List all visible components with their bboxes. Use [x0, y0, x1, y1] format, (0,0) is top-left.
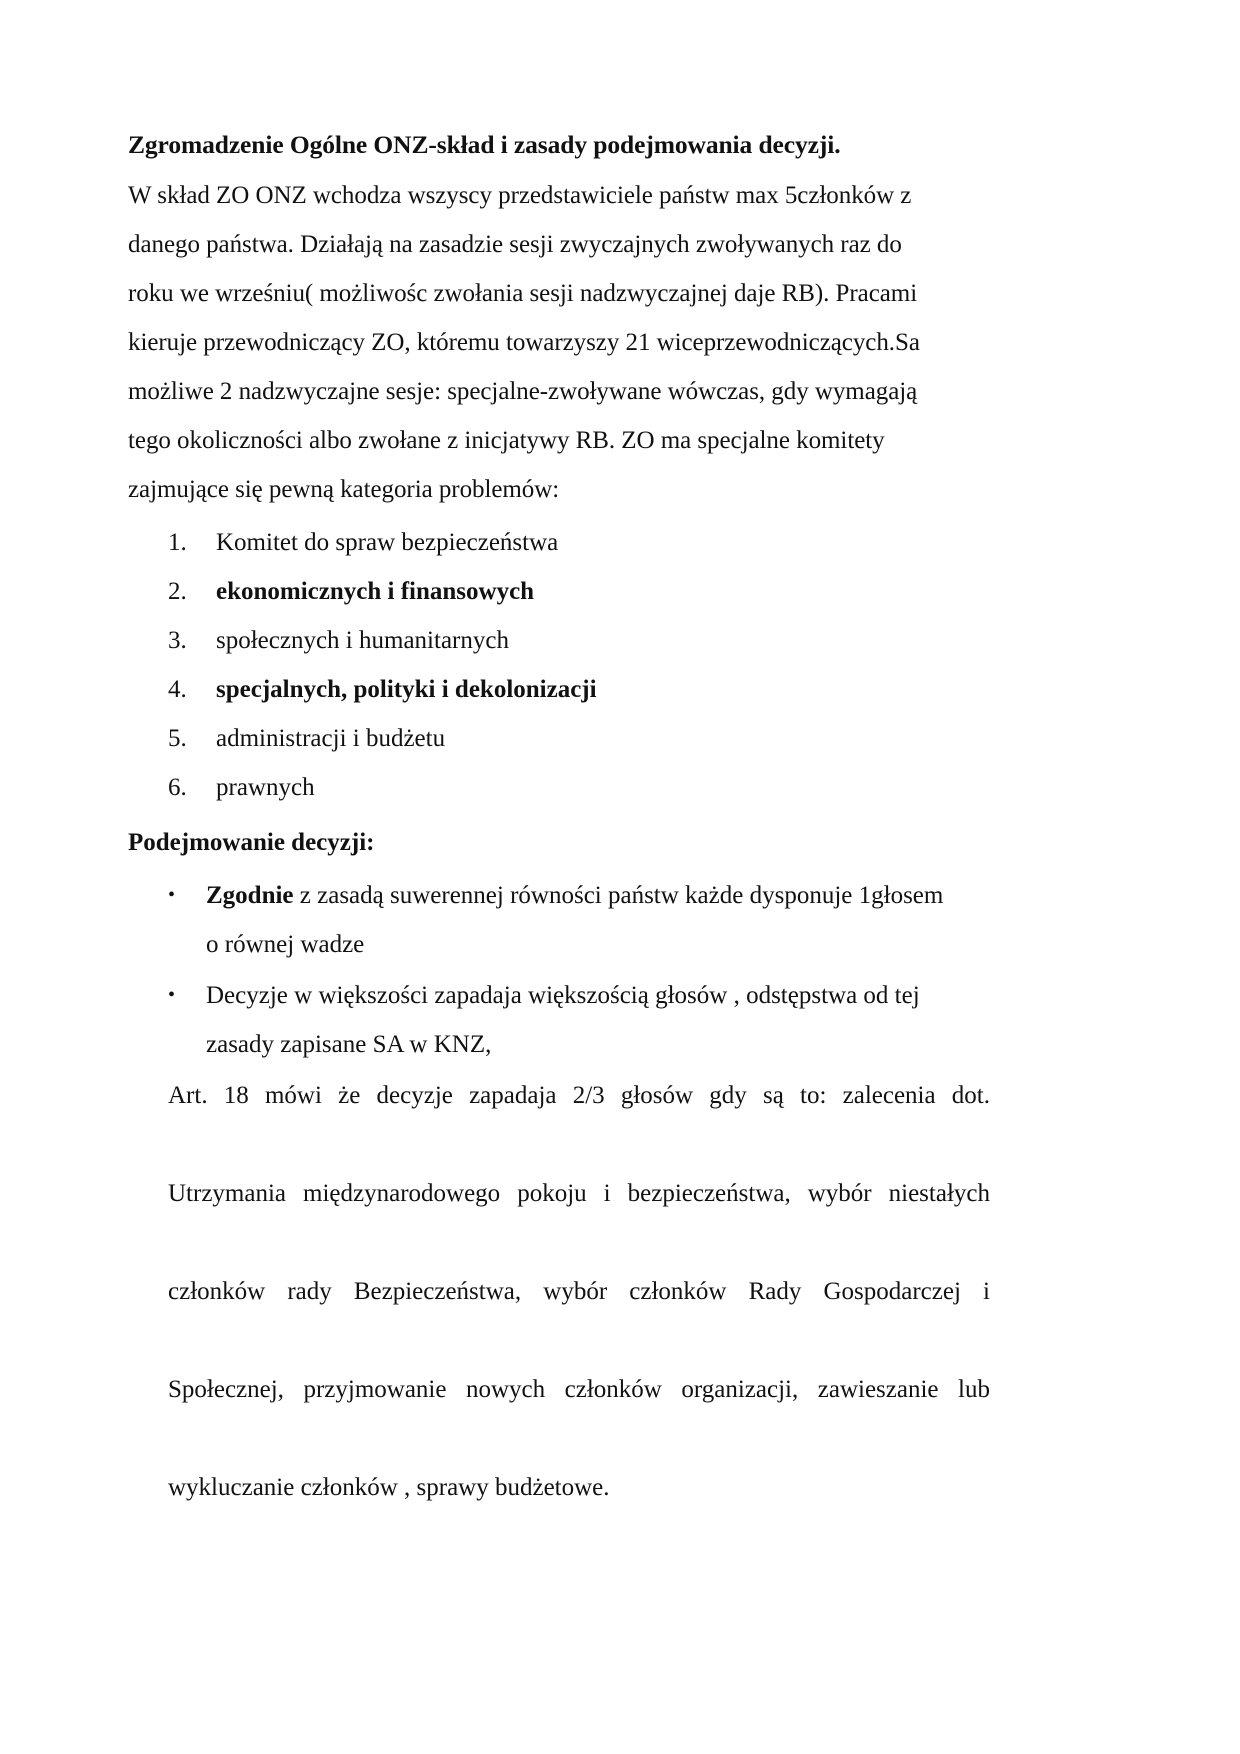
list-item-number: 2.: [168, 578, 187, 606]
list-item: [128, 518, 990, 567]
intro-line-7: zajmujące się pewną kategoria problemów:: [128, 476, 560, 504]
bullet-bold-fragment: Zgodnie: [206, 882, 294, 910]
list-item: [128, 763, 990, 812]
intro-line-3: roku we wrześniu( możliwośc zwołania sesji nadzwyczajnej daje RB). Pracami: [128, 280, 918, 308]
list-item: [128, 871, 990, 969]
intro-line-4: kieruje przewodniczący ZO, któremu towarzyszy 21 wiceprzewodniczących.Sa: [128, 329, 920, 357]
intro-paragraph: [128, 171, 990, 514]
list-item-label: Komitet do spraw bezpieczeństwa: [216, 529, 559, 557]
closing-line-3: członków rady Bezpieczeństwa, wybór członków Rady Gospodarczej i: [168, 1278, 990, 1306]
list-item-label: ekonomicznych i finansowych: [216, 578, 535, 606]
page-title: Zgromadzenie Ogólne ONZ-skład i zasady podejmowania decyzji.: [128, 130, 841, 159]
closing-line-1: Art. 18 mówi że decyzje zapadaja 2/3 głosów gdy są to: zalecenia dot.: [168, 1082, 990, 1110]
committee-list: [128, 518, 990, 812]
list-item-number: 1.: [168, 529, 187, 557]
intro-line-1: W skład ZO ONZ wchodza wszyscy przedstawiciele państw max 5członków z: [128, 182, 912, 210]
bullet-line-1: [206, 871, 990, 920]
list-item: [128, 714, 990, 763]
list-item-label: społecznych i humanitarnych: [216, 627, 509, 655]
intro-line-6: tego okoliczności albo zwołane z inicjatywy RB. ZO ma specjalne komitety: [128, 427, 885, 455]
list-item: [128, 567, 990, 616]
document-content: [128, 128, 990, 1512]
intro-line-5: możliwe 2 nadzwyczajne sesje: specjalne-zwoływane wówczas, gdy wymagają: [128, 378, 918, 406]
intro-line-2: danego państwa. Działają na zasadzie sesji zwyczajnych zwoływanych raz do: [128, 231, 902, 259]
bullet-icon: •: [168, 984, 176, 1007]
list-item: [128, 665, 990, 714]
bullet-line-1: Decyzje w większości zapadaja większością głosów , odstępstwa od tej: [206, 982, 920, 1010]
bullet-icon: •: [168, 884, 176, 907]
list-item-number: 5.: [168, 725, 187, 753]
list-item-number: 4.: [168, 676, 187, 704]
list-item: [128, 971, 990, 1069]
list-item-label: prawnych: [216, 774, 315, 802]
list-item-label: specjalnych, polityki i dekolonizacji: [216, 676, 597, 704]
list-item-number: 6.: [168, 774, 187, 802]
closing-paragraph: [128, 1071, 990, 1512]
closing-line-2: Utrzymania międzynarodowego pokoju i bezpieczeństwa, wybór niestałych: [168, 1180, 990, 1208]
bullet-line-2: zasady zapisane SA w KNZ,: [206, 1031, 492, 1059]
bullet-rest-fragment: z zasadą suwerennej równości państw każde dysponuje 1głosem: [293, 882, 944, 910]
section-heading-decision: Podejmowanie decyzji:: [128, 829, 375, 857]
closing-line-4: Społecznej, przyjmowanie nowych członków organizacji, zawieszanie lub: [168, 1376, 990, 1404]
list-item-label: administracji i budżetu: [216, 725, 446, 753]
list-item: [128, 616, 990, 665]
bullet-line-2: o równej wadze: [206, 931, 365, 959]
decision-bullet-list: [128, 871, 990, 1069]
list-item-number: 3.: [168, 627, 187, 655]
closing-line-5: wykluczanie członków , sprawy budżetowe.: [168, 1474, 610, 1502]
